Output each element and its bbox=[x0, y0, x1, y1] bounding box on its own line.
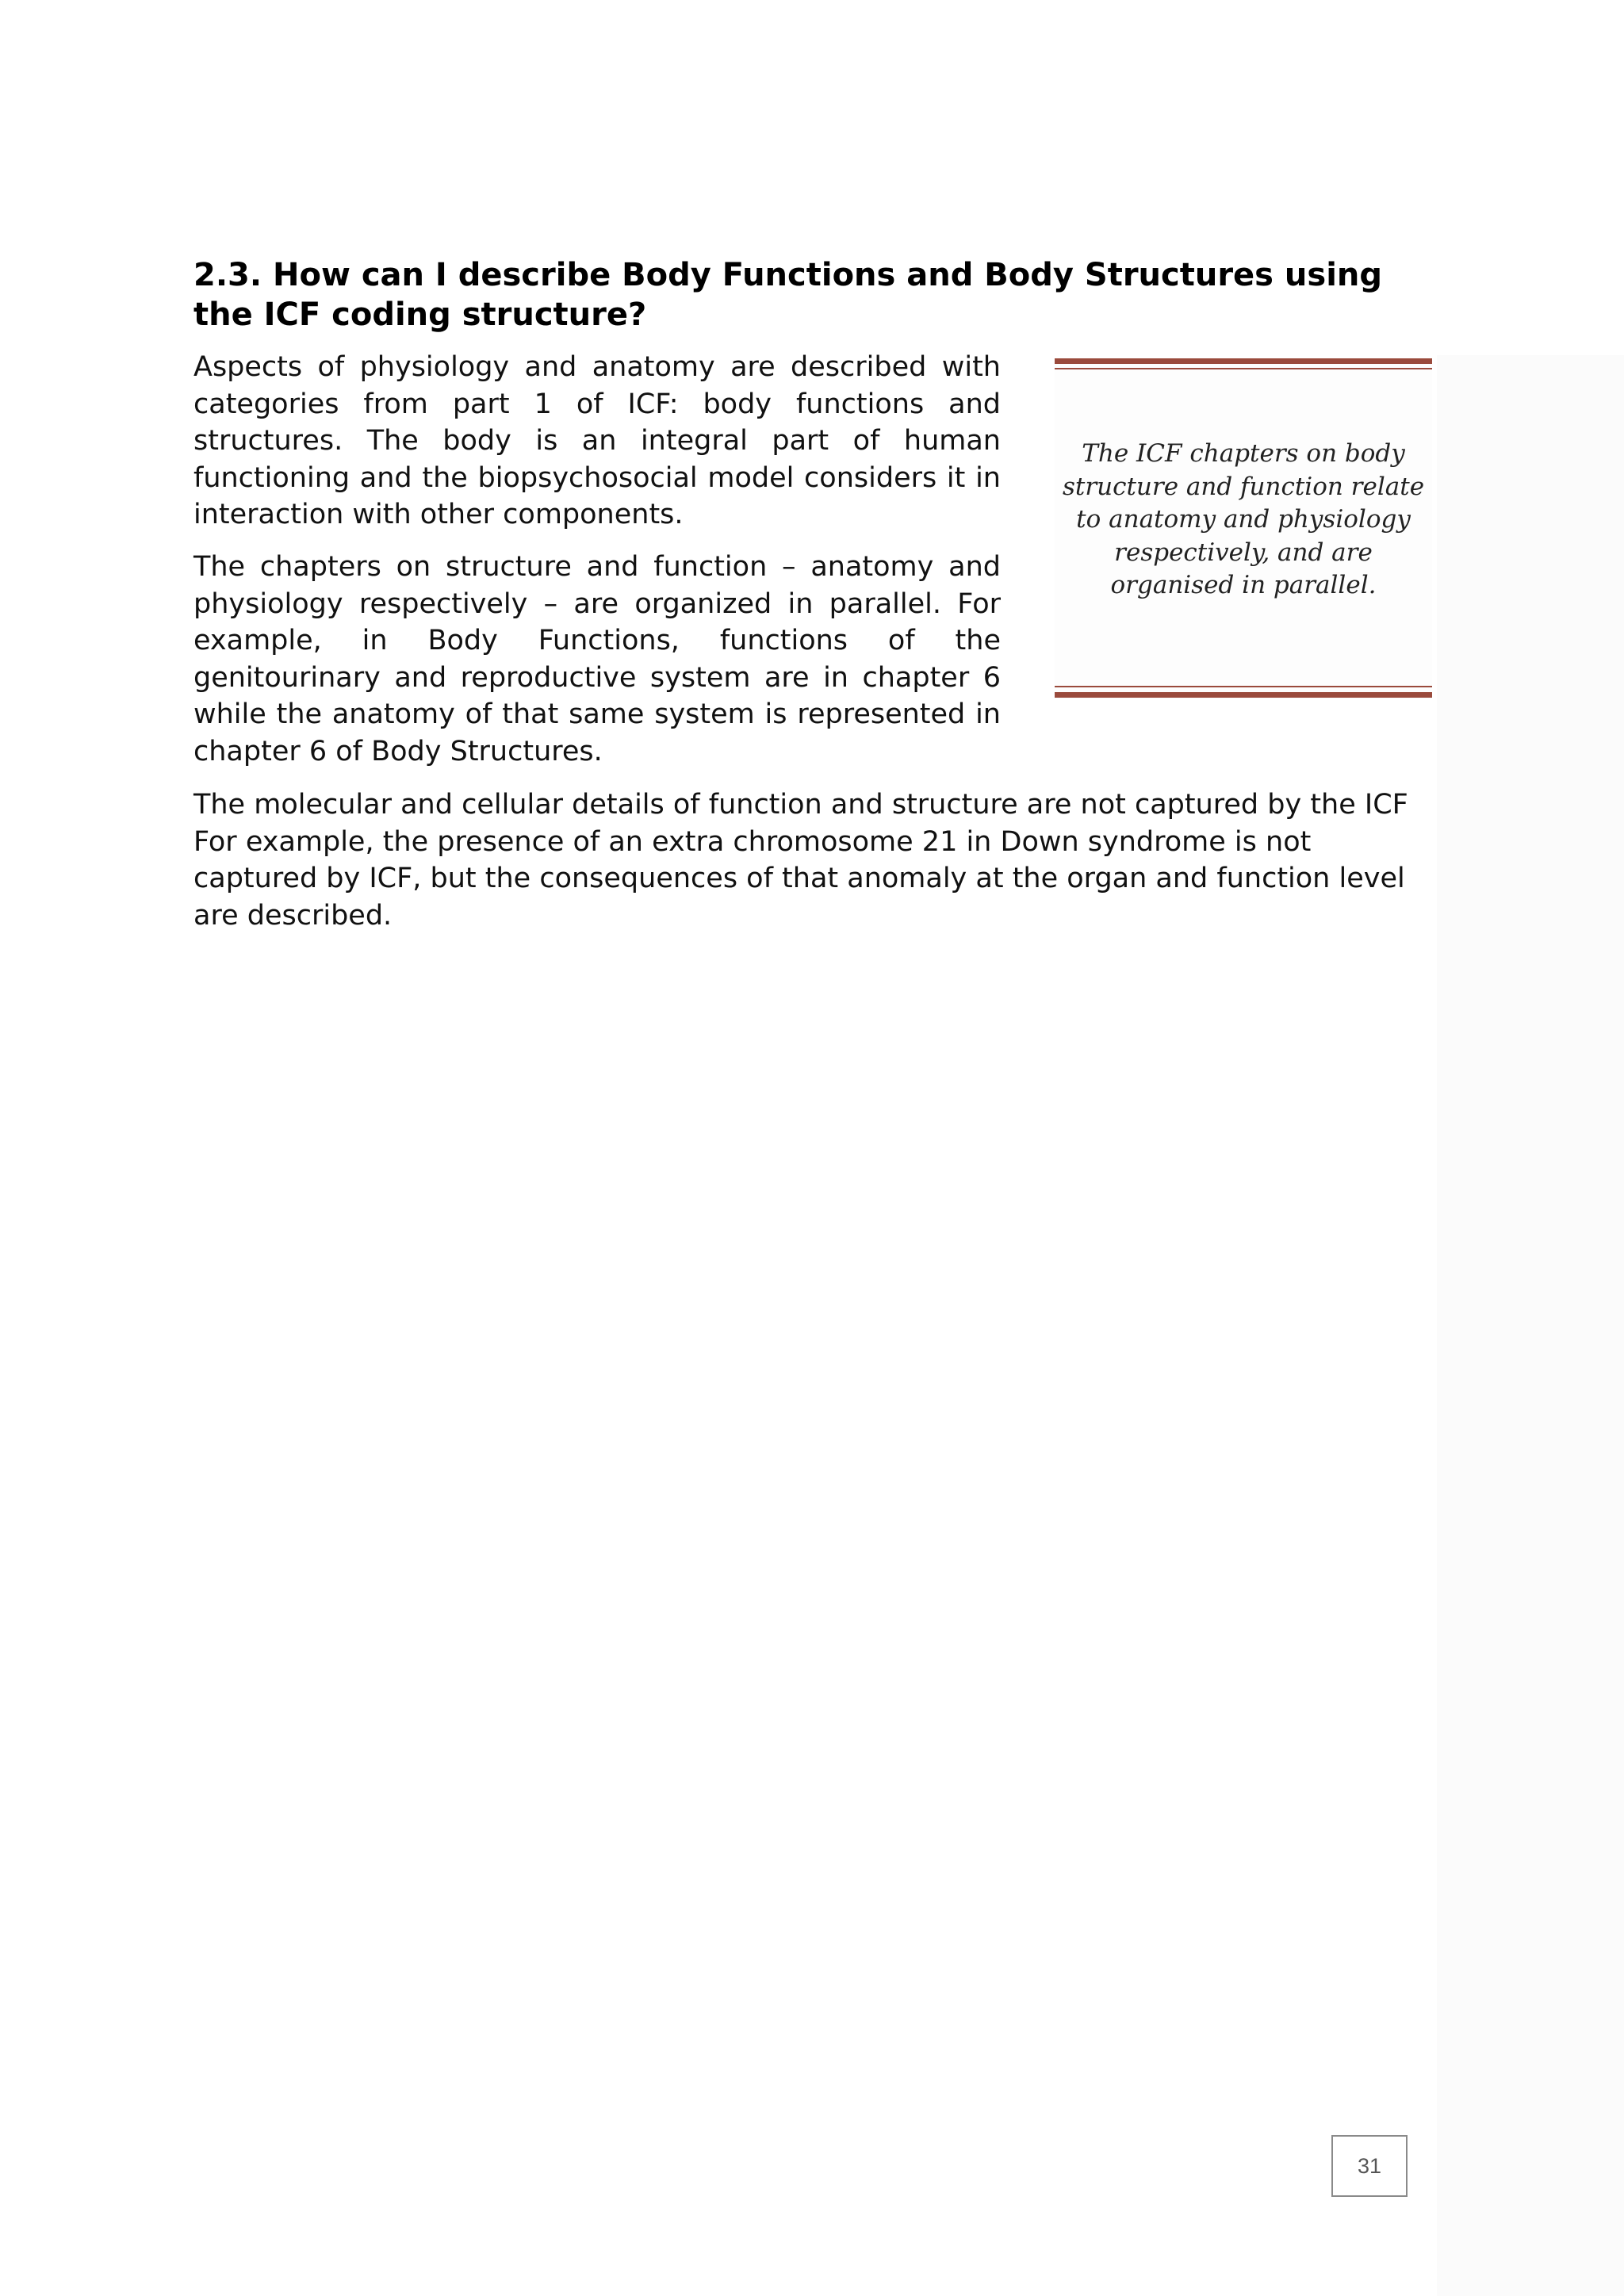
page-margin-shade bbox=[1437, 355, 1624, 2296]
pull-quote-text: The ICF chapters on body structure and function relate to anatomy and physiology respectively, and are organised in parallel. bbox=[1062, 439, 1425, 599]
page-number: 31 bbox=[1357, 2153, 1382, 2178]
body-paragraph-2: The chapters on structure and function – anatomy and physiology respectively – are organized in parallel. For example, in Body Functions, functions of the genitourinary and reproductive system are in chapter 6 while the anatomy of that same system is represented in chapter 6 of Body Structures. bbox=[193, 551, 1001, 767]
pull-quote bbox=[1055, 358, 1432, 699]
pull-quote-top-thin-rule bbox=[1055, 368, 1432, 369]
pull-quote-bottom-thin-rule bbox=[1055, 686, 1432, 687]
section-heading: 2.3. How can I describe Body Functions and Body Structures using the ICF coding structure? bbox=[193, 257, 1383, 333]
body-paragraph-3: The molecular and cellular details of function and structure are not captured by the ICF For example, the presence of an extra chromosome 21 in Down syndrome is not captured by ICF, but the consequences of that anomaly at the organ and function level are described. bbox=[193, 789, 1408, 932]
pull-quote-top-rule bbox=[1055, 358, 1432, 364]
pull-quote-bottom-rule bbox=[1055, 692, 1432, 698]
body-paragraph-1: Aspects of physiology and anatomy are described with categories from part 1 of ICF: body functions and structures. The body is an integral part of human functioning and the biopsychosocial model considers it in interaction with other components. bbox=[193, 351, 1001, 530]
page-number-box bbox=[1331, 2135, 1408, 2197]
